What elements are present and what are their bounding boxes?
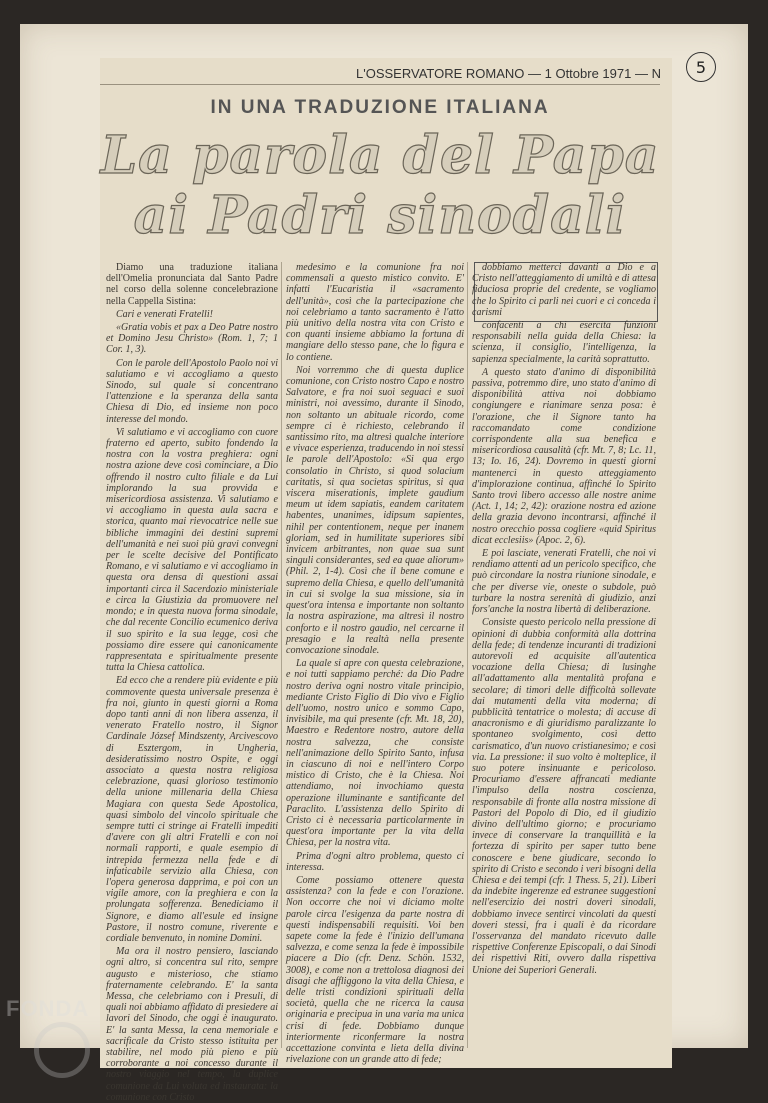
- paragraph: Ma ora il nostro pensiero, lasciando ogni altro, si concentra sul rito, sempre augusto e misterioso, che stiamo fraternamente celebrando. E' la santa Messa, che celebriamo con i Presuli, di quali noi abbiamo affidato di presiedere ai lavori del Sinodo, che oggi è inaugurato. E' la santa Messa, la cena memoriale e sacrificale da Cristo stesso istituita per stabilire, nel modo più pieno e più corroborante a noi concesso durante il nostro viaggio nel tempo, la duplice comunione da Lui voluta ed instaurata: la comunione con Cristo: [106, 946, 278, 1103]
- headline-line-1: La parola del Papa: [100, 125, 660, 186]
- paragraph: Cari e venerati Fratelli!: [116, 308, 213, 320]
- paragraph: confacenti a chi esercita funzioni responsabili nella guida della Chiesa: la scienza, il consiglio, l'intelligenza, la sapienza specialmente, la carità soprattutto.: [472, 320, 656, 365]
- paragraph: Ed ecco che a rendere più evidente e più commovente questa universale presenza è fra noi, giunto in questi giorni a Roma dopo tanti anni di non libera assenza, il venerato Fratello nostro, il Signor Cardinale József Mindszenty, Arcivescovo di Esztergom, in Ungheria, desideratissimo nostro Ospite, e oggi associato a questa nostra religiosa celebrazione, quasi glorioso testimonio della unione millenaria della Chiesa Magiara con questa Sede Apostolica, quasi simbolo del vincolo spirituale che sempre tutti ci stringe ai Fratelli impediti d'avere con gli altri Fratelli e con noi normali rapporti, e quale esempio di intrepida fermezza nella fede e di infaticabile servizio alla Chiesa, con l'opera generosa dapprima, e poi con un vigile amore, con la preghiera e con la prolungata sofferenza. Benediciamo il Signore, e diamo all'esule ed insigne Pastore, il nostro comune, riverente e cordiale benvenuto, in nomine Domini.: [106, 675, 278, 944]
- paragraph: Diamo una traduzione italiana dell'Omelia pronunciata dal Santo Padre nel corso della solenne concelebrazione nella Cappella Sistina:: [106, 262, 278, 307]
- boxed-paragraph: dobbiamo metterci davanti a Dio e a Cristo nell'atteggiamento di umiltà e di attesa fiduciosa proprie del credente, se vogliamo che lo Spirito ci parli nei cuori e ci conceda i carismi: [472, 262, 656, 318]
- headline: [100, 126, 660, 246]
- article-column-2: [286, 262, 465, 1066]
- headline-line-2: ai Padri sinodali: [133, 185, 627, 246]
- paragraph: A questo stato d'animo di disponibilità passiva, potremmo dire, uno stato d'animo di disponibilità attiva noi dobbiamo congiungere e rianimare senza posa: è l'orazione, che il Signore tanto ha raccomandato come condizione corrispondente alla sua benefica e misericordiosa causalità (cfr. Mt. 7, 8; Lc. 11, 13; Io. 16, 24). Dovremo in questi giorni mantenerci in questo atteggiamento d'implorazione continua, affinché lo Spirito Santo trovi libero accesso alle nostre anime (Act. 1, 14; 2, 42): orazione nostra ed azione della grazia devono incontrarsi, affinché il nostro orecchio possa cogliere «quid Spiritus dicat ecclesiis» (Apoc. 2, 6).: [472, 366, 656, 546]
- column-divider: [467, 262, 468, 1048]
- paragraph: Consiste questo pericolo nella pressione di opinioni di dubbia conformità alla dottrina della fede; di tendenze incuranti di tradizioni autorevoli ed acquisite all'autentica vocazione della Chiesa; di lusinghe all'adattamento alla mentalità profana e secolare; di timori delle difficoltà sollevate dai mutamenti della vita moderna; di pubblicità tentatrice o molesta; di accuse di anacronismo e di giuridismo paralizzante lo spontaneo svolgimento, così detto carismatico, d'un nuovo cristianesimo; e così via. La pressione: il suo volto è molteplice, il suo potere insinuante e pericoloso. Procuriamo d'essere affrancati mediante l'impulso della nostra coscienza, responsabile di fronte alla nostra missione di Pastori del Popolo di Dio, ed il giudizio divino dell'ultimo giorno; e procuriamo invece di conservare la tranquillità e la fortezza di spirito per saper tutto bene conoscere e bene giudicare, secondo lo spirito di Cristo e secondo i veri bisogni della Chiesa e dei tempi (cfr. 1 Thess. 5, 21). Liberi da indebite ingerenze ed estranee suggestioni nell'esercizio dei nostri doveri sinodali, dobbiamo invece sentirci vincolati da questi doveri stessi, fra i quali è da ricordare l'osservanza del mandato ricevuto dalle rispettive Conferenze Episcopali, o dai Sinodi dei rispettivi Riti, ovvero dalla rispettiva Unione dei Superiori Generali.: [472, 617, 656, 976]
- masthead-rule: [100, 84, 660, 85]
- paragraph: E poi lasciate, venerati Fratelli, che noi vi rendiamo attenti ad un pericolo specifico, che può circondare la nostra riunione sinodale, e che per diverse vie, oneste o subdole, può turbare la nostra serenità di giudizio, anzi fors'anche la nostra libertà di deliberazione.: [472, 548, 656, 616]
- paragraph: Con le parole dell'Apostolo Paolo noi vi salutiamo e vi accogliamo a questo Sinodo, sul quale si concentrano l'attenzione e la speranza della santa Chiesa di Dio, ed insieme non poco interesse del mondo.: [106, 357, 278, 425]
- page-number-circle: 5: [686, 52, 716, 82]
- article-column-3: [472, 262, 656, 1048]
- masthead: L'OSSERVATORE ROMANO — 1 Ottobre 1971 — N: [356, 66, 661, 81]
- watermark: FONDA: [6, 996, 90, 1021]
- kicker: IN UNA TRADUZIONE ITALIANA: [210, 97, 550, 118]
- watermark-logo-icon: [34, 1022, 90, 1078]
- paragraph: Vi salutiamo e vi accogliamo con cuore fraterno ed aperto, subito fondendo la nostra con la vostra preghiera: ogni nostra azione deve così cominciare, a Dio offrendo il nostro culto filiale e da Lui implorando la sua provvida e misericordiosa assistenza. Vi salutiamo e vi accogliamo in questa aula sacra e storica, quanto mai rievocatrice nelle sue bibliche immagini dei destini supremi dell'umanità e nei suoi più gravi convegni per le scelte decisive del Pontificato Romano, e vi salutiamo e vi accogliamo in questa ora densa di questioni assai importanti circa il Sacerdozio ministeriale e circa la Giustizia da promuovere nel mondo; e in questa nuova forma sinodale, che dal recente Concilio ecumenico deriva il suo spirito e la sua legge, così che possiamo dire essere qui canonicamente rappresentata e spiritualmente presente tutta la Chiesa cattolica.: [106, 426, 278, 674]
- paragraph: «Gratia vobis et pax a Deo Patre nostro et Domino Jesu Christo» (Rom. 1, 7; 1 Cor. 1, 3).: [106, 322, 278, 356]
- article-column-1: [106, 262, 278, 1103]
- paragraph: Come possiamo ottenere questa assistenza? con la fede e con l'orazione. Non occorre che noi vi diciamo molte parole circa l'esigenza da parte nostra di questi indispensabili requisiti. Voi ben sapete come la fede è l'inizio dell'umana salvezza, e come senza la fede è impossibile piacere a Dio (cfr. Denz. Schön. 1532, 3008), e come non a trettolosa diagnosi dei disagi che affliggono la vita della Chiesa, e delle tristi condizioni spirituali della società, quella che ne ricerca la causa originaria e precipua in una varia ma unica crisi di fede. Dobbiamo dunque interiormente riconfermare la nostra accettazione convinta e lieta della divina rivelazione con un grande atto di fede;: [286, 874, 464, 1066]
- paragraph: La quale si apre con questa celebrazione, e noi tutti sappiamo perché: da Dio Padre nostro deriva ogni nostro vitale principio, mediante Cristo Figlio di Dio vivo e Figlio dell'uomo, nostro unico e sommo Capo, invisibile, ma qui presente (cfr. Mt. 18, 20), Maestro e Redentore nostro, autore della nostra salvezza, che consiste nell'animazione dello Spirito Santo, infusa in ciascuno di noi e nell'intero Corpo mistico di Cristo, che è la Chiesa. Noi attendiamo, noi invochiamo questa operazione illuminante e santificante del Paraclito. L'assistenza dello Spirito di Cristo ci è necessaria particolarmente in quest'ora importante per la vita della Chiesa, per la nostra vita.: [286, 658, 464, 849]
- paragraph: medesimo e la comunione fra noi commensali a questo mistico convito. E' infatti l'Eucaristia il «sacramento dell'unità», così che la partecipazione che noi celebriamo a tanto sacramento è l'atto più unitivo della nostra vita con Cristo e con quanti insieme abbiamo la fortuna di mangiare dello stesso pane, che lo figura e lo contiene.: [286, 262, 464, 363]
- column-divider: [281, 262, 282, 1048]
- paragraph: Noi vorremmo che di questa duplice comunione, con Cristo nostro Capo e nostro Salvatore, e fra noi suoi seguaci e suoi ministri, noi avessimo, durante il Sinodo, non soltanto un abituale ricordo, come sempre ci è richiesto, celebrando il santissimo rito, ma altresì qualche interiore e vivace esperienza, traducendo in noi stessi le parole dell'Apostolo: «Si qua ergo consolatio in Christo, si quod solacium caritatis, si qua societas spiritus, si qua viscera miserationis, implete gaudium meum ut idem sapiatis, eandem caritatem habentes, unanimes, idipsum sapientes, nihil per contentionem, neque per inanem gloriam, sed in humilitate superiores sibi invicem arbitrantes, non quae sua sunt singuli considerantes, sed ea quae aliorum» (Phil. 2, 1-4). Così che il bene comune e supremo della Chiesa, e quello dell'umanità in cui si svolge la sua missione, sia in quest'ora intensa e importante non soltanto la nostra aspirazione, ma altresì il nostro conforto e il nostro gaudio, nel cercarne il presagio e la realtà nella presente convocazione sinodale.: [286, 364, 465, 656]
- paragraph: Prima d'ogni altro problema, questo ci interessa.: [286, 850, 464, 873]
